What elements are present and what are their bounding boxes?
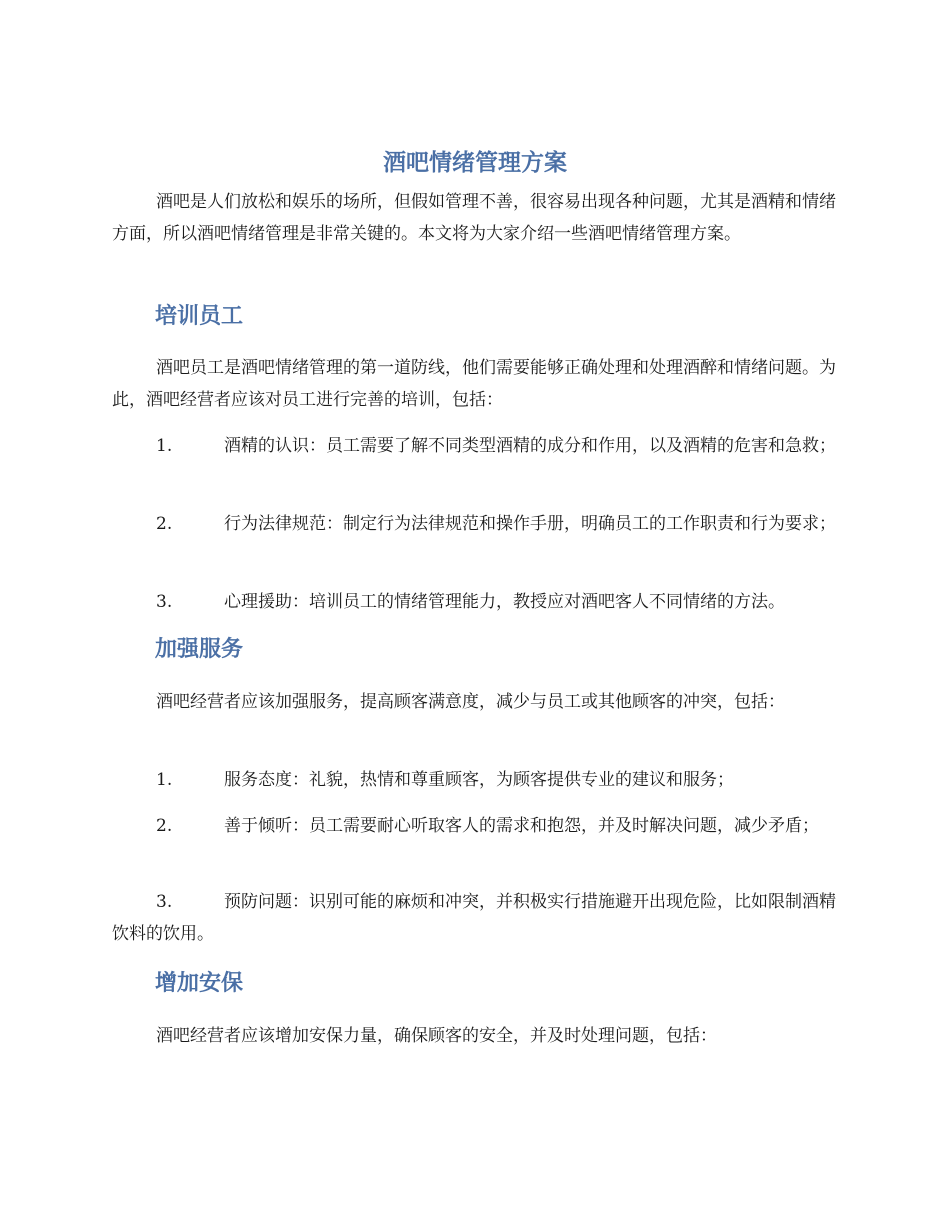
list-item-text: 心理援助：培训员工的情绪管理能力，教授应对酒吧客人不同情绪的方法。: [224, 592, 785, 612]
list-item-text: 预防问题：识别可能的麻烦和冲突，并积极实行措施避开出现危险，比如限制酒精饮料的饮用。: [112, 892, 836, 944]
list-item: [112, 810, 840, 842]
section-paragraph-training: 酒吧员工是酒吧情绪管理的第一道防线，他们需要能够正确处理和处理酒醉和情绪问题。为此，酒吧经营者应该对员工进行完善的培训，包括：: [112, 358, 836, 410]
list-item-text: 酒精的认识：员工需要了解不同类型酒精的成分和作用，以及酒精的危害和急救；: [224, 436, 836, 456]
list-item: [112, 886, 840, 950]
document-title: 酒吧情绪管理方案: [383, 150, 567, 176]
list-item: [112, 430, 840, 462]
list-item-number: 3.: [156, 892, 173, 912]
section-heading-service: 加强服务: [155, 637, 244, 662]
list-item-number: 3.: [156, 592, 173, 612]
list-item-number: 2.: [156, 816, 173, 836]
section-heading-security: 增加安保: [155, 971, 244, 996]
intro-paragraph: 酒吧是人们放松和娱乐的场所，但假如管理不善，很容易出现各种问题，尤其是酒精和情绪方面，所以酒吧情绪管理是非常关键的。本文将为大家介绍一些酒吧情绪管理方案。: [112, 192, 836, 244]
list-item-text: 行为法律规范：制定行为法律规范和操作手册，明确员工的工作职责和行为要求；: [224, 514, 836, 534]
list-item: [112, 508, 840, 540]
section-paragraph-service: 酒吧经营者应该加强服务，提高顾客满意度，减少与员工或其他顾客的冲突，包括：: [156, 692, 785, 712]
list-item: [112, 764, 840, 796]
section-heading-training: 培训员工: [155, 304, 244, 329]
list-item-number: 1.: [156, 770, 173, 790]
list-item: [112, 586, 840, 618]
list-item-number: 2.: [156, 514, 173, 534]
list-item-number: 1.: [156, 436, 173, 456]
list-item-text: 善于倾听：员工需要耐心听取客人的需求和抱怨，并及时解决问题，减少矛盾；: [224, 816, 819, 836]
list-item-text: 服务态度：礼貌，热情和尊重顾客，为顾客提供专业的建议和服务；: [224, 770, 734, 790]
section-paragraph-security: 酒吧经营者应该增加安保力量，确保顾客的安全，并及时处理问题，包括：: [156, 1026, 717, 1046]
